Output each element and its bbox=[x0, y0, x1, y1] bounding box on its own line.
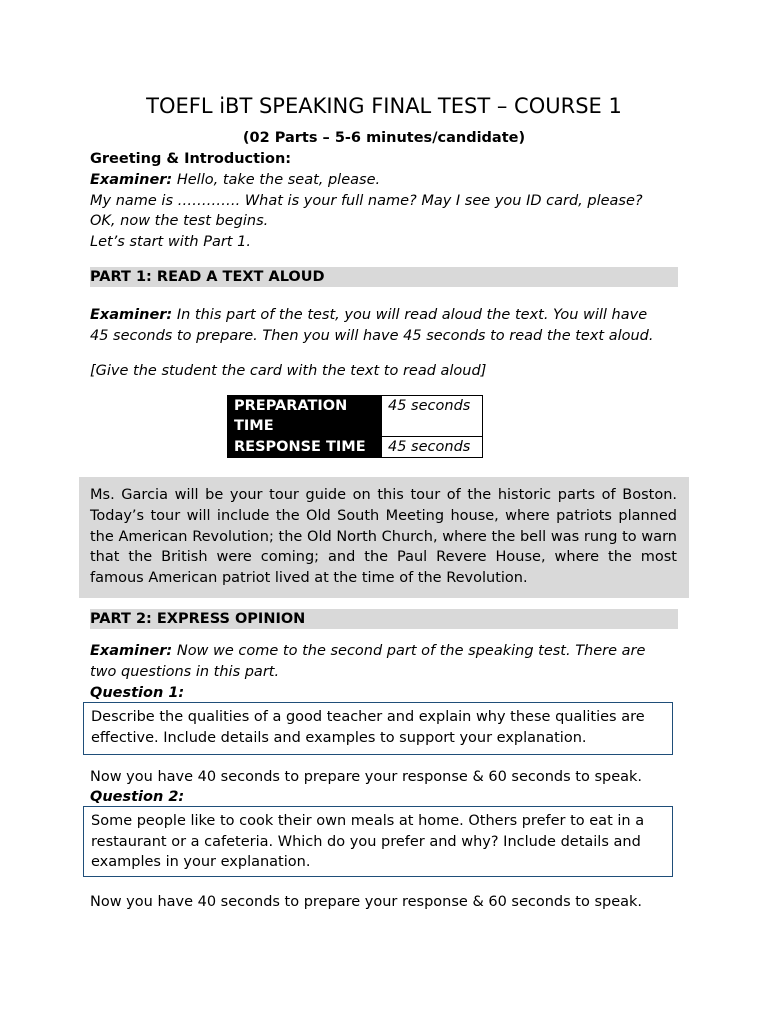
timing-row-response bbox=[228, 437, 483, 458]
timing-label-line: TIME bbox=[234, 418, 274, 434]
timing-label-line: PREPARATION bbox=[234, 398, 348, 414]
examiner-label: Examiner: bbox=[90, 172, 173, 188]
question-1-timing-note: Now you have 40 seconds to prepare your response & 60 seconds to speak. bbox=[90, 769, 643, 785]
greeting-line-3: OK, now the test begins. bbox=[90, 213, 269, 229]
question-1-box bbox=[83, 702, 673, 755]
greeting-line-1: Hello, take the seat, please. bbox=[172, 172, 381, 188]
page-subtitle: (02 Parts – 5-6 minutes/candidate) bbox=[242, 130, 526, 146]
part1-instruction-line-2: 45 seconds to prepare. Then you will have 45 seconds to read the text aloud. bbox=[90, 328, 654, 344]
greeting-line-4: Let’s start with Part 1. bbox=[90, 234, 251, 250]
question-2-timing-note: Now you have 40 seconds to prepare your response & 60 seconds to speak. bbox=[90, 894, 643, 910]
part1-instruction-text-1: In this part of the test, you will read aloud the text. You will have bbox=[172, 307, 648, 323]
timing-value-response: 45 seconds bbox=[382, 437, 483, 458]
greeting-examiner-line bbox=[90, 170, 380, 191]
part2-instruction-line-2: two questions in this part. bbox=[90, 664, 280, 680]
reading-passage: Ms. Garcia will be your tour guide on this tour of the historic parts of Boston. Today’s tour will include the Old South Meeting house, where patriots planned the American Revolution; the Old North Church, where the bell was rung to warn that the British were coming; and the Paul Revere House, where the most famous American patriot lived at the time of the Revolution. bbox=[90, 487, 677, 587]
part2-heading-band bbox=[90, 609, 678, 629]
timing-value-preparation: 45 seconds bbox=[382, 396, 483, 437]
question-2-text: Some people like to cook their own meals at home. Others prefer to eat in a restaurant or a cafeteria. Which do you prefer and why? Include details and examples in your explanation. bbox=[91, 813, 645, 871]
part1-note: [Give the student the card with the text to read aloud] bbox=[90, 363, 487, 379]
part1-instruction-line-1 bbox=[90, 305, 647, 326]
timing-row-preparation bbox=[228, 396, 483, 437]
part2-instruction-text-1: Now we come to the second part of the speaking test. There are bbox=[172, 643, 646, 659]
part1-heading: PART 1: READ A TEXT ALOUD bbox=[90, 269, 325, 285]
examiner-label: Examiner: bbox=[90, 307, 173, 323]
part2-instruction-line-1 bbox=[90, 641, 645, 662]
page-title: TOEFL iBT SPEAKING FINAL TEST – COURSE 1 bbox=[146, 94, 622, 118]
question-2-label: Question 2: bbox=[90, 789, 185, 805]
timing-label-preparation bbox=[228, 396, 382, 437]
greeting-heading: Greeting & Introduction: bbox=[90, 151, 292, 167]
timing-table bbox=[227, 395, 483, 458]
examiner-label: Examiner: bbox=[90, 643, 173, 659]
timing-label-response: RESPONSE TIME bbox=[228, 437, 382, 458]
greeting-line-2: My name is …………. What is your full name? May I see you ID card, please? bbox=[90, 193, 643, 209]
part1-heading-band bbox=[90, 267, 678, 287]
question-2-box bbox=[83, 806, 673, 877]
part2-heading: PART 2: EXPRESS OPINION bbox=[90, 611, 306, 627]
question-1-text: Describe the qualities of a good teacher and explain why these qualities are effective. Include details and examples to support your explanation. bbox=[91, 709, 645, 746]
question-1-label: Question 1: bbox=[90, 685, 185, 701]
